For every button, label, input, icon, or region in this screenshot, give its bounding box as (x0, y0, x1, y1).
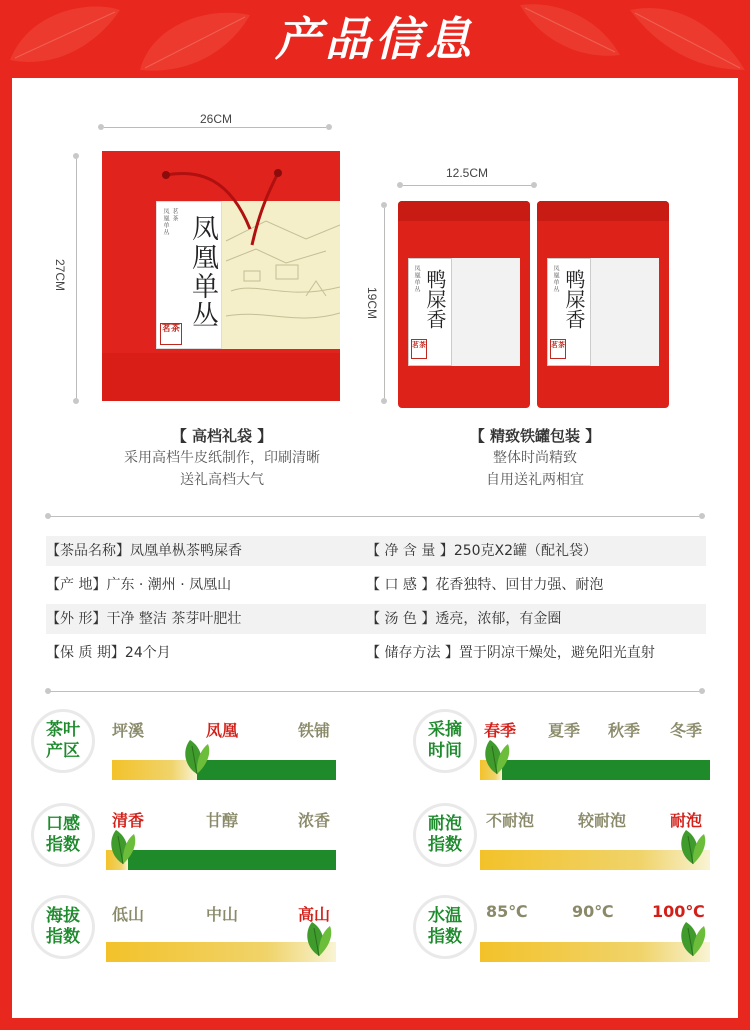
tea-leaf-icon (480, 736, 514, 776)
altitude-badge-line: 指数 (46, 927, 80, 947)
tin-label-card (547, 258, 591, 366)
origin-badge (34, 712, 92, 770)
tin-label-card (408, 258, 452, 366)
tin-seal: 茗茶 (550, 339, 566, 359)
spec-row (46, 604, 366, 634)
spec-key: 【 口 感 】 (366, 577, 436, 593)
altitude-badge-line: 海拔 (46, 906, 80, 926)
taste-option-label: 清香 (112, 811, 145, 830)
taste-scale-bar (106, 850, 336, 870)
spec-row (46, 570, 366, 600)
bag-seal: 茗茶 (160, 323, 182, 345)
spec-row (46, 638, 366, 668)
dim-dot (531, 182, 537, 188)
bag-vertical-small-text: 茗茶 (171, 208, 178, 222)
bag-caption-line: 送礼高档大气 (180, 472, 264, 488)
dim-dot (73, 398, 79, 404)
bag-caption (92, 425, 352, 491)
dim-line (76, 159, 77, 399)
bag-height-label: 27CM (53, 258, 68, 292)
spec-value: 广东 · 潮州 · 凤凰山 (106, 577, 232, 593)
spec-row (366, 570, 706, 600)
altitude-badge-text (34, 906, 92, 948)
harvest-option-label: 春季 (484, 721, 517, 740)
origin-badge-line: 茶叶 (46, 720, 80, 740)
temperature-option-label: 90℃ (572, 902, 614, 921)
bag-vertical-small-text: 凤凰单丛 (162, 208, 169, 236)
tin-product-name: 鸭屎香 (423, 269, 447, 329)
spec-key: 【茶品名称】 (46, 543, 130, 559)
tin-width-label: 12.5CM (446, 166, 489, 180)
spec-row (46, 536, 366, 566)
brew-option-label: 耐泡 (670, 811, 703, 830)
bag-caption-line: 采用高档牛皮纸制作，印刷清晰 (124, 450, 320, 466)
spec-row (366, 638, 706, 668)
bag-product-name: 凤凰单丛 (187, 214, 218, 330)
brew-option-label: 较耐泡 (578, 811, 627, 830)
tin-product-name: 鸭屎香 (562, 269, 586, 329)
dim-dot (381, 398, 387, 404)
temperature-badge-line: 指数 (428, 927, 462, 947)
spec-key: 【 净 含 量 】 (366, 543, 454, 559)
tea-leaf-icon (180, 736, 214, 776)
divider (50, 516, 700, 517)
bag-rope-icon (160, 169, 300, 249)
harvest-badge-text (416, 720, 474, 762)
tea-tin-image (398, 201, 530, 408)
harvest-option-label: 冬季 (670, 721, 703, 740)
spec-key: 【产 地】 (46, 577, 107, 593)
brew-badge (416, 806, 474, 864)
spec-value: 花香独特、回甘力强、耐泡 (435, 577, 604, 593)
tin-lid (537, 201, 669, 221)
tea-tin-image (537, 201, 669, 408)
bag-width-label: 26CM (200, 112, 233, 126)
origin-scale-bar (112, 760, 336, 780)
harvest-badge-line: 采摘 (428, 720, 462, 740)
dim-line (104, 127, 326, 128)
altitude-option-label: 中山 (206, 905, 239, 924)
tea-leaf-icon (676, 918, 710, 958)
divider-dot (699, 513, 705, 519)
spec-row (366, 536, 706, 566)
altitude-badge (34, 898, 92, 956)
tin-caption-heading: 【 精致铁罐包装 】 (469, 427, 601, 445)
tin-caption-line: 整体时尚精致 (493, 450, 577, 466)
harvest-badge (416, 712, 474, 770)
temperature-badge-text (416, 906, 474, 948)
taste-badge-line: 指数 (46, 835, 80, 855)
temperature-badge-line: 水温 (428, 906, 462, 926)
altitude-option-label: 低山 (112, 905, 145, 924)
origin-badge-text (34, 720, 92, 762)
taste-badge (34, 806, 92, 864)
tin-lid (398, 201, 530, 221)
dim-dot (326, 124, 332, 130)
dim-line (384, 208, 385, 398)
brew-option-label: 不耐泡 (486, 811, 535, 830)
spec-key: 【 储存方法 】 (366, 645, 459, 661)
spec-row (366, 604, 706, 634)
tea-leaf-icon (676, 826, 710, 866)
taste-badge-text (34, 814, 92, 856)
bag-caption-heading: 【 高档礼袋 】 (171, 427, 273, 445)
brew-badge-text (416, 814, 474, 856)
taste-badge-line: 口感 (46, 814, 80, 834)
dim-line (403, 185, 533, 186)
harvest-badge-line: 时间 (428, 741, 462, 761)
harvest-scale-bar (480, 760, 710, 780)
divider-dot (699, 688, 705, 694)
temperature-option-label: 100℃ (652, 902, 705, 921)
bag-bottom-fold (102, 353, 340, 401)
tin-vertical-small-text: 凤凰单丛 (552, 265, 559, 293)
spec-value: 凤凰单枞茶鸭屎香 (130, 543, 242, 559)
tin-seal: 茗茶 (411, 339, 427, 359)
taste-option-label: 浓香 (298, 811, 331, 830)
temperature-option-label: 85℃ (486, 902, 528, 921)
spec-value: 透亮，浓郁，有金圈 (435, 611, 562, 627)
spec-key: 【外 形】 (46, 611, 107, 627)
tea-leaf-icon (302, 918, 336, 958)
brew-badge-line: 耐泡 (428, 814, 462, 834)
tin-caption-line: 自用送礼两相宜 (486, 472, 584, 488)
spec-key: 【 汤 色 】 (366, 611, 436, 627)
tin-vertical-small-text: 凤凰单丛 (413, 265, 420, 293)
tin-caption (405, 425, 665, 491)
tin-height-label: 19CM (365, 286, 380, 320)
origin-option-label: 坪溪 (112, 721, 145, 740)
spec-value: 250克X2罐（配礼袋） (453, 543, 598, 559)
harvest-option-label: 夏季 (548, 721, 581, 740)
spec-value: 置于阴凉干燥处，避免阳光直射 (458, 645, 655, 661)
altitude-option-label: 高山 (298, 905, 331, 924)
brew-badge-line: 指数 (428, 835, 462, 855)
gift-bag-image (102, 151, 340, 401)
spec-value: 干净 整洁 茶芽叶肥壮 (106, 611, 242, 627)
page-title: 产品信息 (275, 12, 475, 66)
origin-badge-line: 产区 (46, 741, 80, 761)
tea-leaf-icon (106, 826, 140, 866)
temperature-badge (416, 898, 474, 956)
spec-key: 【保 质 期】 (46, 645, 125, 661)
taste-option-label: 甘醇 (206, 811, 239, 830)
origin-option-label: 凤凰 (206, 721, 239, 740)
divider (50, 691, 700, 692)
harvest-option-label: 秋季 (608, 721, 641, 740)
origin-option-label: 铁铺 (298, 721, 331, 740)
spec-value: 24个月 (124, 645, 171, 661)
